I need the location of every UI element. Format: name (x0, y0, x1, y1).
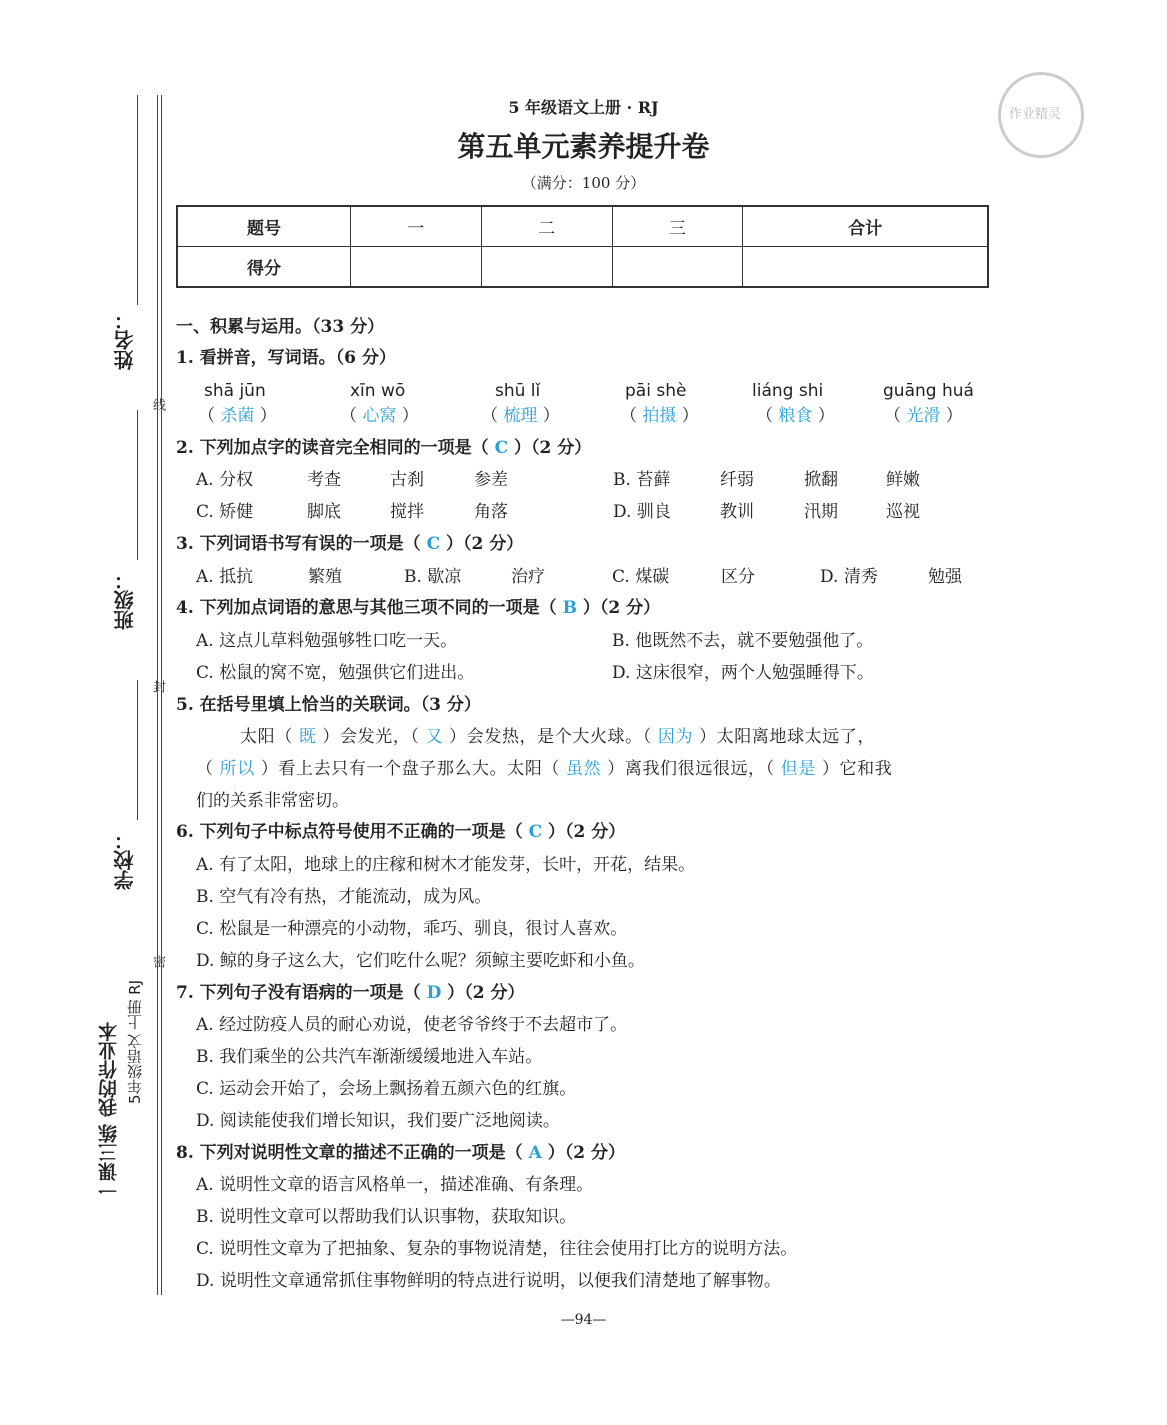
q3-opt-2: 繁殖 (308, 567, 342, 587)
xian-mark: 线 (150, 398, 165, 411)
brand-label: 一课三练 我的作业本 (98, 1022, 120, 1200)
q1-answer-1: （ 杀菌 ） (198, 406, 277, 426)
q2-a-2: 考查 (307, 470, 341, 490)
full-score: （满分：100 分） (521, 174, 646, 192)
score-table (176, 205, 989, 288)
q4-pre: 4. 下列加点词语的意思与其他三项不同的一项是（ (176, 598, 563, 618)
q2-a-3: 古刹 (390, 470, 424, 490)
q2-b-3: 掀翻 (804, 470, 838, 490)
q5-a5: 虽然 (566, 759, 602, 779)
q4-answer: B (562, 598, 577, 618)
q3-opt-7: D. 清秀 (820, 567, 878, 587)
table-header: 合计 (743, 206, 988, 247)
q5-line-2 (196, 758, 892, 780)
q5-s4: ）太阳离地球太远了， (693, 727, 876, 747)
q7-option-c: C. 运动会开始了，会场上飘扬着五颜六色的红旗。 (196, 1079, 577, 1099)
q8-stem (176, 1142, 625, 1164)
page-title: 第五单元素养提升卷 (457, 130, 710, 163)
q8-option-d: D. 说明性文章通常抓住事物鲜明的特点进行说明，以便我们清楚地了解事物。 (196, 1271, 781, 1291)
q2-c-1: C. 矫健 (196, 502, 254, 522)
q5-s2: ）会发光，（ (316, 727, 426, 747)
q5-a3: 因为 (657, 727, 694, 747)
q1-pinyin-4: pāi shè (625, 381, 687, 401)
stamp-text: 作业精灵 (1009, 107, 1062, 122)
school-label: 学校： (113, 830, 137, 890)
q5-s5: （ (196, 759, 220, 779)
answer-text: 梳理 (503, 406, 538, 426)
q7-option-b: B. 我们乘坐的公共汽车渐渐缓缓地进入车站。 (196, 1047, 543, 1067)
q7-option-a: A. 经过防疫人员的耐心劝说，使老爷爷终于不去超市了。 (196, 1015, 628, 1035)
q6-pre: 6. 下列句子中标点符号使用不正确的一项是（ (176, 822, 529, 842)
q2-d-1: D. 驯良 (613, 502, 671, 522)
q3-opt-3: B. 歇凉 (404, 567, 462, 587)
q6-stem (176, 821, 625, 843)
q4-option-a: A. 这点儿草料勉强够牲口吃一天。 (196, 631, 458, 651)
q1-answer-4: （ 拍摄 ） (620, 406, 699, 426)
q7-stem (176, 982, 525, 1004)
q1-pinyin-5: liáng shi (752, 381, 824, 401)
q1-answer-6: （ 光滑 ） (884, 406, 963, 426)
q4-stem (176, 597, 660, 619)
q3-post: ）（2 分） (440, 534, 524, 554)
q3-opt-1: A. 抵抗 (196, 567, 254, 587)
q5-s6: ）看上去只有一个盘子那么大。太阳（ (254, 759, 567, 779)
q3-stem (176, 533, 523, 555)
q4-option-d: D. 这床很窄，两个人勉强睡得下。 (612, 663, 874, 683)
q1-pinyin-3: shū lǐ (495, 381, 541, 401)
q8-pre: 8. 下列对说明性文章的描述不正确的一项是（ (176, 1143, 529, 1163)
score-row-label: 得分 (177, 247, 351, 288)
q2-pre: 2. 下列加点字的读音完全相同的一项是（ (176, 438, 495, 458)
q8-option-a: A. 说明性文章的语言风格单一，描述准确、有条理。 (196, 1175, 594, 1195)
q5-stem: 5. 在括号里填上恰当的关联词。（3 分） (176, 695, 481, 715)
q5-line-3: 们的关系非常密切。 (196, 791, 349, 811)
q1-pinyin-6: guāng huá (883, 381, 974, 401)
q1-pinyin-1: shā jūn (204, 381, 266, 401)
q5-a4: 所以 (219, 759, 255, 779)
q6-option-c: C. 松鼠是一种漂亮的小动物，乖巧、驯良，很讨人喜欢。 (196, 919, 628, 939)
q2-option-a (196, 469, 253, 491)
table-header: 题号 (177, 206, 351, 247)
q3-opt-8: 勉强 (928, 567, 962, 587)
score-cell[interactable] (743, 247, 988, 288)
page-number: —94— (560, 1312, 607, 1328)
q1-answer-5: （ 粮食 ） (756, 406, 835, 426)
q1-answer-2: （ 心窝 ） (340, 406, 419, 426)
q3-opt-5: C. 煤碳 (612, 567, 670, 587)
q8-answer: A (528, 1143, 542, 1163)
q1-pinyin-2: xīn wō (350, 381, 406, 401)
answer-text: 拍摄 (642, 406, 677, 426)
table-header: 一 (351, 206, 482, 247)
q4-option-c: C. 松鼠的窝不宽，勉强供它们进出。 (196, 663, 475, 683)
class-label: 班级： (113, 570, 137, 630)
q2-post: ）（2 分） (508, 438, 592, 458)
score-cell[interactable] (612, 247, 743, 288)
name-label: 姓名： (113, 310, 137, 370)
q1-answer-3: （ 梳理 ） (481, 406, 560, 426)
q5-s8: ）它和我 (815, 759, 893, 779)
q5-a6: 但是 (780, 759, 816, 779)
q2-d-4: 巡视 (886, 502, 920, 522)
answer-text: 心窝 (362, 406, 397, 426)
q2-a-4: 参差 (474, 470, 508, 490)
q2-answer: C (494, 438, 509, 458)
q5-s1: 太阳（ (240, 727, 299, 747)
table-header: 二 (481, 206, 612, 247)
q3-answer: C (426, 534, 441, 554)
grade-label: 5年级语文 上册 RJ (126, 980, 144, 1104)
answer-text: 杀菌 (220, 406, 255, 426)
q3-pre: 3. 下列词语书写有误的一项是（ (176, 534, 427, 554)
q2-b-4: 鲜嫩 (886, 470, 920, 490)
answer-text: 光滑 (906, 406, 941, 426)
answer-text: 粮食 (778, 406, 813, 426)
class-blank (137, 410, 138, 560)
q2-c-3: 搅拌 (390, 502, 424, 522)
q2-c-4: 角落 (474, 502, 508, 522)
q5-s3: ）会发热，是个大火球。（ (443, 727, 658, 747)
q2-b-1: B. 苔藓 (613, 470, 671, 490)
q2-stem (176, 437, 591, 459)
q4-post: ）（2 分） (576, 598, 661, 618)
table-row (177, 247, 988, 288)
q2-c-2: 脚底 (307, 502, 341, 522)
q8-option-b: B. 说明性文章可以帮助我们认识事物，获取知识。 (196, 1207, 577, 1227)
q2-a-1: A. 分权 (196, 470, 254, 490)
q8-post: ）（2 分） (541, 1143, 625, 1163)
score-cell[interactable] (351, 247, 482, 288)
q5-a1: 既 (298, 727, 317, 747)
q6-option-b: B. 空气有冷有热，才能流动，成为风。 (196, 887, 492, 907)
q6-answer: C (528, 822, 543, 842)
school-blank (137, 680, 138, 820)
q1-stem: 1. 看拼音，写词语。（6 分） (176, 348, 396, 368)
score-cell[interactable] (481, 247, 612, 288)
mi-mark: 密 (150, 955, 165, 968)
binding-line-outer (157, 95, 158, 1295)
q7-pre: 7. 下列句子没有语病的一项是（ (176, 983, 427, 1003)
q3-opt-6: 区分 (721, 567, 755, 587)
q6-post: ）（2 分） (542, 822, 626, 842)
q6-option-a: A. 有了太阳，地球上的庄稼和树木才能发芽，长叶，开花，结果。 (196, 855, 696, 875)
q7-answer: D (426, 983, 442, 1003)
q2-d-3: 汛期 (804, 502, 838, 522)
q5-line-1 (240, 726, 875, 748)
q7-post: ）（2 分） (441, 983, 525, 1003)
q6-option-d: D. 鲸的身子这么大，它们吃什么呢？须鲸主要吃虾和小鱼。 (196, 951, 645, 971)
q2-b-2: 纤弱 (720, 470, 754, 490)
section-heading: 一、积累与运用。（33 分） (176, 317, 385, 337)
q5-s7: ）离我们很远很远，（ (601, 759, 781, 779)
q2-d-2: 教训 (720, 502, 754, 522)
page-subtitle: 5 年级语文上册 · RJ (508, 98, 659, 117)
table-header: 三 (612, 206, 743, 247)
q5-a2: 又 (425, 727, 444, 747)
q3-opt-4: 治疗 (511, 567, 545, 587)
q4-option-b: B. 他既然不去，就不要勉强他了。 (612, 631, 874, 651)
table-row (177, 206, 988, 247)
q7-option-d: D. 阅读能使我们增长知识，我们要广泛地阅读。 (196, 1111, 560, 1131)
feng-mark: 封 (150, 680, 165, 693)
binding-line-inner (161, 95, 162, 1295)
q8-option-c: C. 说明性文章为了把抽象、复杂的事物说清楚，往往会使用打比方的说明方法。 (196, 1239, 798, 1259)
